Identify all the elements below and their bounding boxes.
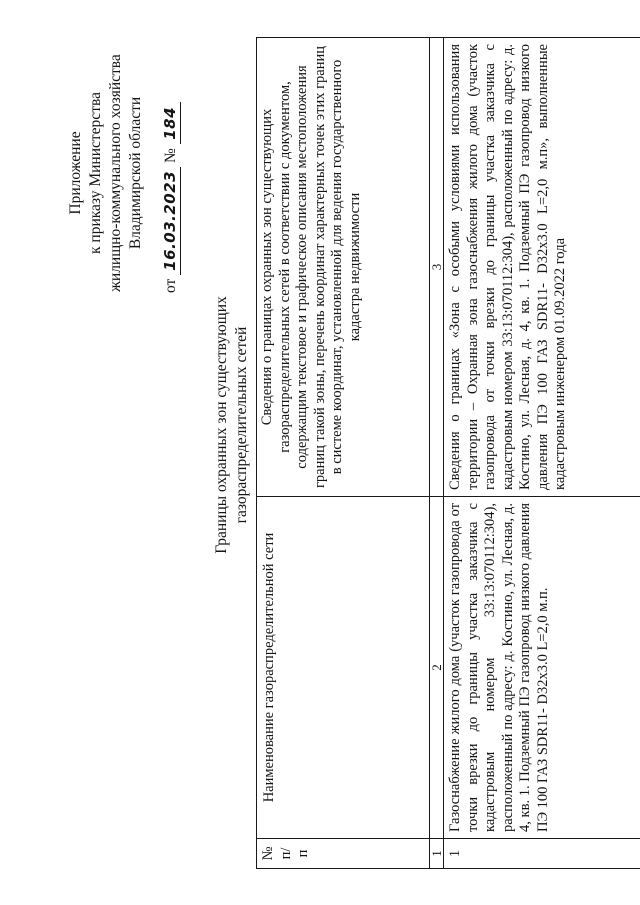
header-name: Наименование газораспределительной сети [257, 497, 430, 839]
document-title-line-2: газораспределительных сетей [233, 326, 250, 524]
column-index-2: 2 [430, 497, 444, 839]
column-index-row [430, 38, 444, 869]
document-title-line-1: Границы охранных зон существующих [213, 296, 230, 554]
order-date: 16.03.2023 [160, 167, 181, 275]
table-row [444, 38, 640, 869]
table-header-row [257, 38, 430, 869]
column-index-3: 3 [430, 38, 444, 497]
document-title [212, 245, 252, 605]
date-prefix: от [162, 278, 179, 293]
appendix-block [66, 53, 181, 293]
header-number: № п/п [257, 839, 430, 869]
protection-zones-table [256, 37, 640, 869]
column-index-1: 1 [430, 839, 444, 869]
number-prefix: № [162, 148, 179, 164]
row-number: 1 [444, 839, 640, 869]
appendix-line-2: жилищно-коммунального хозяйства [107, 54, 124, 292]
appendix-line-1: к приказу Министерства [87, 92, 104, 254]
appendix-title: Приложение [67, 131, 84, 215]
order-number: 184 [160, 102, 181, 144]
order-date-line [160, 53, 181, 293]
header-info: Сведения о границах охранных зон существующих газораспределительных сетей в соответствии с документом, содержащим текстовое и графическое описания местоположения границ такой зоны, перечень координат характерных точек этих границ в системе координат, установленной для ведения государственного кадастра недвижимости [257, 38, 430, 497]
appendix-line-3: Владимирской области [127, 96, 144, 250]
row-network-name: Газоснабжение жилого дома (участок газопровода от точки врезки до границы участка заказчика с кадастровым номером 33:13:070112:304), расположенный по адресу: д. Костино, ул. Лесная, д. 4, кв. 1. Подземный ПЭ газопровод низкого давления ПЭ 100 ГАЗ SDR11- D32x3.0 L=2,0 м.п. [444, 497, 640, 839]
row-zone-info: Сведения о границах «Зона с особыми условиями использования территории – Охранная зона газоснабжения жилого дома (участок газопровода от точки врезки до границы участка заказчика с кадастровым номером 33:13:070112:304), расположенный по адресу: д. Костино, ул. Лесная, д. 4, кв. 1. Подземный ПЭ газопровод низкого давления ПЭ 100 ГАЗ SDR11- D32x3.0 L=2,0 м.п», выполненные кадастровым инженером 01.09.2022 года [444, 38, 640, 497]
